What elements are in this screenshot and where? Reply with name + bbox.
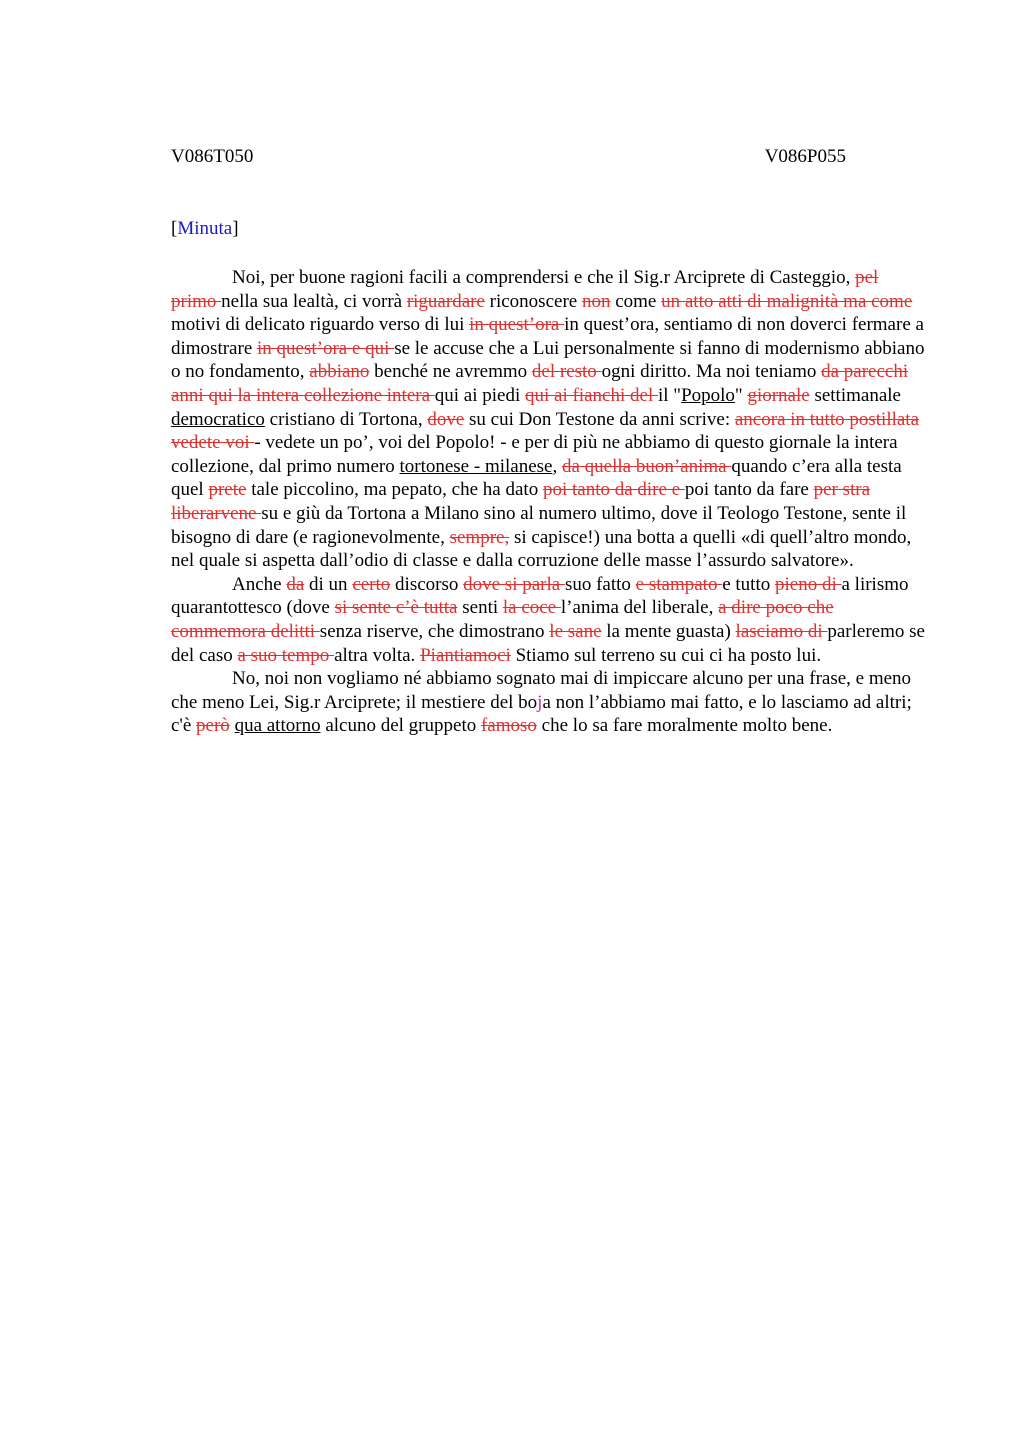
- deleted-text: per stra liberarvene: [171, 479, 871, 524]
- paragraph: [171, 667, 926, 738]
- paragraph: [171, 266, 926, 573]
- letter-body: [171, 266, 926, 738]
- text-run: settimanale: [809, 384, 901, 406]
- text-run: Noi, per buone ragioni facili a comprendersi e che il Sig.r Arciprete di Casteggio,: [232, 267, 856, 288]
- deleted-text: un atto atti di malignità ma come: [661, 290, 913, 312]
- deleted-text: ancora in tutto postillata: [734, 408, 920, 430]
- text-run: Stiamo sul terreno su cui ci ha posto lui.: [510, 644, 822, 666]
- text-run: su cui Don Testone da anni scrive:: [464, 408, 735, 430]
- text-run: di un: [304, 573, 353, 595]
- paragraph: [171, 573, 926, 667]
- text-run: il ": [657, 384, 682, 406]
- text-run: discorso: [390, 573, 464, 595]
- deleted-text: qui ai fianchi del: [525, 384, 658, 406]
- underlined-text: qua attorno: [234, 715, 321, 737]
- deleted-text: a dire poco che commemora delitti: [171, 597, 834, 642]
- underlined-text: tortonese - milanese: [399, 455, 553, 477]
- text-run: e tutto: [722, 573, 775, 595]
- deleted-text: pieno di: [774, 573, 842, 595]
- text-run: a lirismo quarantottesco (dove: [171, 573, 909, 619]
- deleted-text: da: [286, 573, 305, 595]
- label-open-bracket: [: [171, 218, 178, 239]
- text-run: suo fatto: [564, 573, 636, 595]
- deleted-text: sempre,: [449, 526, 510, 548]
- text-run: senti: [457, 597, 503, 619]
- deleted-text: del resto: [531, 361, 602, 383]
- text-run: - vedete un po’, voi del Popolo! - e per di più ne abbiamo di questo giornale la intera collezione, dal primo numero: [171, 432, 898, 477]
- deleted-text: dove si parla: [463, 573, 565, 595]
- document-code-right: V086P055: [764, 146, 846, 167]
- deleted-text: si sente c’è tutta: [334, 597, 458, 619]
- deleted-text: famoso: [480, 715, 537, 737]
- text-run: Anche: [232, 573, 287, 595]
- label-close-bracket: ]: [232, 218, 239, 239]
- text-run: l’anima del liberale,: [560, 597, 719, 619]
- text-run: come: [610, 290, 662, 312]
- deleted-text: pel primo: [171, 267, 879, 312]
- deleted-text: vedete voi: [171, 432, 255, 454]
- text-run: senza riserve, che dimostrano: [319, 620, 550, 642]
- deleted-text: lasciamo di: [735, 620, 828, 642]
- underlined-text: democratico: [171, 408, 265, 430]
- document-codes: [171, 146, 846, 172]
- document-code-left: V086T050: [171, 146, 254, 167]
- deleted-text: certo: [352, 573, 391, 595]
- text-run: No, noi non vogliamo né abbiamo sognato mai di impiccare alcuno per una frase, e meno che meno Lei, Sig.r Arciprete; il mestiere del bo: [171, 668, 912, 713]
- text-run: nella sua lealtà, ci vorrà: [221, 290, 407, 312]
- text-run: ": [734, 384, 748, 406]
- deleted-text: giornale: [747, 384, 810, 406]
- deleted-text: Piantiamoci: [420, 644, 511, 666]
- deleted-text: la coce: [502, 597, 561, 619]
- deleted-text: da parecchi anni qui la intera collezione intera: [171, 361, 909, 406]
- deleted-text: le sane: [549, 620, 602, 642]
- text-run: cristiano di Tortona,: [264, 408, 428, 430]
- text-run: a non l’abbiamo mai fatto, e lo lasciamo ad altri; c'è: [171, 691, 912, 737]
- deleted-text: e stampato: [635, 573, 723, 595]
- text-run: qui ai piedi: [434, 384, 526, 406]
- text-run: benché ne avremmo: [369, 361, 532, 383]
- text-run: la mente guasta): [601, 620, 736, 642]
- text-run: alcuno del gruppeto: [320, 715, 481, 737]
- text-run: quando c’era alla testa quel: [171, 455, 902, 501]
- deleted-text: però: [196, 715, 230, 737]
- text-run: in quest’ora, sentiamo di non doverci fermare a dimostrare: [171, 314, 924, 359]
- text-run: parleremo se del caso: [171, 620, 925, 666]
- label-minuta: Minuta: [177, 218, 233, 239]
- underlined-text: Popolo: [681, 384, 735, 406]
- deleted-text: prete: [208, 479, 247, 501]
- text-run: ,: [552, 455, 562, 477]
- deleted-text: riguardare: [406, 290, 485, 312]
- deleted-text: poi tanto da dire e: [542, 479, 685, 501]
- text-run: che lo sa fare moralmente molto bene.: [536, 715, 833, 737]
- deleted-text: non: [581, 290, 611, 312]
- text-run: riconoscere: [484, 290, 582, 312]
- deleted-text: in quest’ora e qui: [257, 337, 395, 359]
- text-run: altra volta.: [334, 644, 421, 666]
- deleted-text: in quest’ora: [469, 314, 565, 336]
- text-run: tale piccolino, ma pepato, che ha dato: [246, 479, 543, 501]
- deleted-text: abbiano: [309, 361, 370, 383]
- deleted-text: dove: [427, 408, 465, 430]
- text-run: poi tanto da fare: [684, 479, 814, 501]
- deleted-text: a suo tempo: [237, 644, 335, 666]
- inserted-letter: j: [537, 691, 543, 713]
- text-run: ogni diritto. Ma noi teniamo: [601, 361, 822, 383]
- text-run: si capisce!) una botta a quelli «di quell’altro mondo, nel quale si aspetta dall’odio di classe e dalla corruzione delle masse l’assurdo salvatore».: [171, 526, 912, 572]
- text-run: se le accuse che a Lui personalmente si fanno di modernismo abbiano o no fondamento,: [171, 337, 925, 383]
- text-run: su e giù da Tortona a Milano sino al numero ultimo, dove il Teologo Testone, sente il bisogno di dare (e ragionevolmente,: [171, 502, 907, 548]
- text-run: motivi di delicato riguardo verso di lui: [171, 314, 470, 336]
- deleted-text: da quella buon’anima: [561, 455, 732, 477]
- document-label: [171, 218, 239, 240]
